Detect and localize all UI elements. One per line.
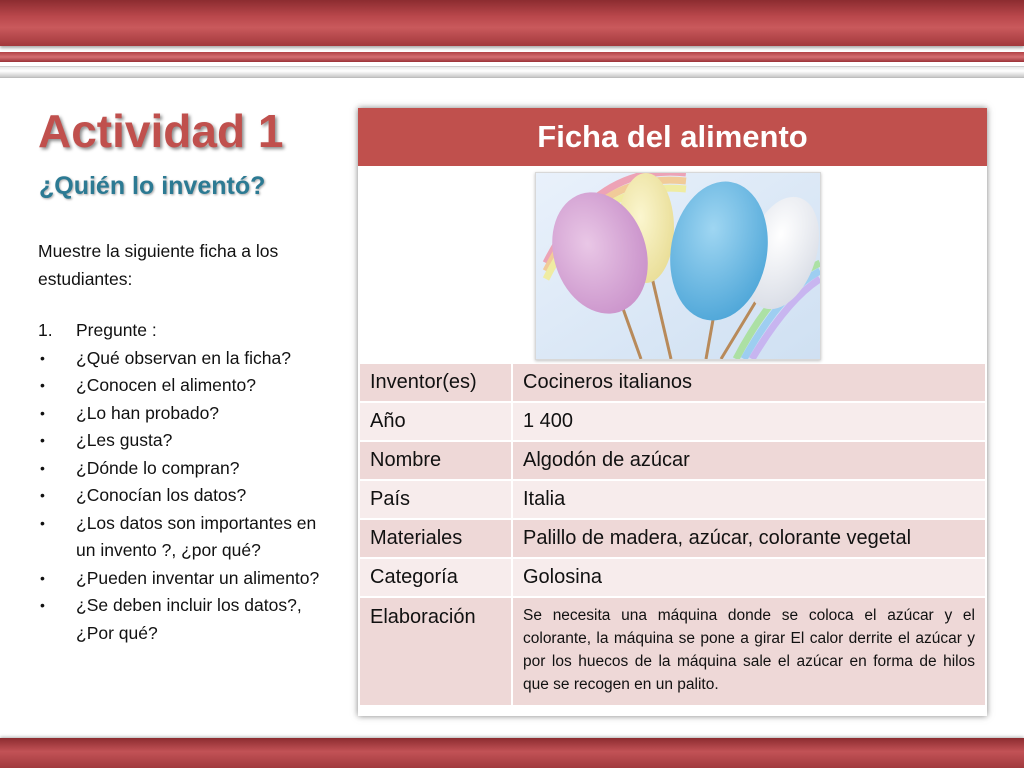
row-value: Italia bbox=[512, 480, 986, 519]
question-item bbox=[38, 345, 338, 373]
intro-text: Muestre la siguiente ficha a los estudiantes: bbox=[38, 241, 279, 289]
bullet-icon: • bbox=[40, 377, 45, 393]
question-item bbox=[38, 510, 338, 565]
food-info-table bbox=[358, 362, 987, 707]
question-item bbox=[38, 482, 338, 510]
food-card bbox=[358, 108, 987, 716]
question-text: ¿Conocían los datos? bbox=[76, 485, 247, 505]
bullet-icon: • bbox=[40, 597, 45, 613]
bottom-decorative-band bbox=[0, 738, 1024, 768]
row-value: Palillo de madera, azúcar, colorante vegetal bbox=[512, 519, 986, 558]
image-cell bbox=[358, 166, 987, 362]
questions-list bbox=[40, 345, 338, 648]
bullet-icon: • bbox=[40, 404, 45, 421]
row-value: Golosina bbox=[512, 558, 986, 597]
step-label: Pregunte : bbox=[76, 320, 157, 340]
row-key: Materiales bbox=[359, 519, 512, 558]
table-row bbox=[359, 402, 986, 441]
row-key: Nombre bbox=[359, 441, 512, 480]
step-number: 1. bbox=[38, 320, 53, 340]
bullet-icon: • bbox=[40, 487, 45, 503]
cotton-candy-photo bbox=[535, 172, 821, 360]
top-decorative-band bbox=[0, 0, 1024, 46]
top-decorative-stripe bbox=[0, 52, 1024, 62]
row-value: Se necesita una máquina donde se coloca el azúcar y el colorante, la máquina se pone a girar El calor derrite el azúcar y por los huecos de la máquina sale el azúcar en forma de hilos que se recogen en un palito. bbox=[512, 597, 986, 706]
question-item bbox=[38, 592, 338, 647]
bullet-icon: • bbox=[40, 569, 45, 586]
slide-subtitle: ¿Quién lo inventó? bbox=[39, 172, 266, 200]
top-decorative-silver-stripe bbox=[0, 66, 1024, 78]
bullet-icon: • bbox=[40, 514, 45, 531]
row-value: Cocineros italianos bbox=[512, 363, 986, 402]
question-text: ¿Qué observan en la ficha? bbox=[76, 347, 291, 368]
row-key: Inventor(es) bbox=[359, 363, 512, 402]
bullet-icon: • bbox=[40, 459, 45, 476]
question-text: ¿Lo han probado? bbox=[76, 402, 220, 423]
question-text: ¿Se deben incluir los datos?, ¿Por qué? bbox=[76, 595, 302, 643]
bullet-icon: • bbox=[40, 349, 45, 366]
question-item bbox=[38, 565, 338, 593]
question-text: ¿Dónde lo compran? bbox=[76, 457, 240, 478]
row-key: Año bbox=[359, 402, 512, 441]
question-text: ¿Conocen el alimento? bbox=[76, 375, 256, 395]
question-text: ¿Les gusta? bbox=[76, 430, 173, 450]
table-row bbox=[359, 519, 986, 558]
steps-list bbox=[38, 317, 338, 647]
table-row bbox=[359, 480, 986, 519]
question-item bbox=[38, 400, 338, 428]
question-item bbox=[38, 372, 338, 400]
question-item bbox=[38, 427, 338, 455]
question-text: ¿Pueden inventar un alimento? bbox=[76, 567, 320, 588]
question-item bbox=[38, 455, 338, 483]
row-key: Elaboración bbox=[359, 597, 512, 706]
question-text: ¿Los datos son importantes en un invento ?, ¿por qué? bbox=[76, 512, 317, 560]
bullet-icon: • bbox=[40, 432, 45, 448]
table-row bbox=[359, 363, 986, 402]
row-key: País bbox=[359, 480, 512, 519]
table-row bbox=[359, 558, 986, 597]
row-key: Categoría bbox=[359, 558, 512, 597]
row-value: Algodón de azúcar bbox=[512, 441, 986, 480]
row-value: 1 400 bbox=[512, 402, 986, 441]
slide-title: Actividad 1 bbox=[38, 105, 284, 157]
table-row bbox=[359, 441, 986, 480]
table-row bbox=[359, 597, 986, 706]
step-item bbox=[38, 317, 338, 647]
card-header: Ficha del alimento bbox=[358, 108, 987, 166]
